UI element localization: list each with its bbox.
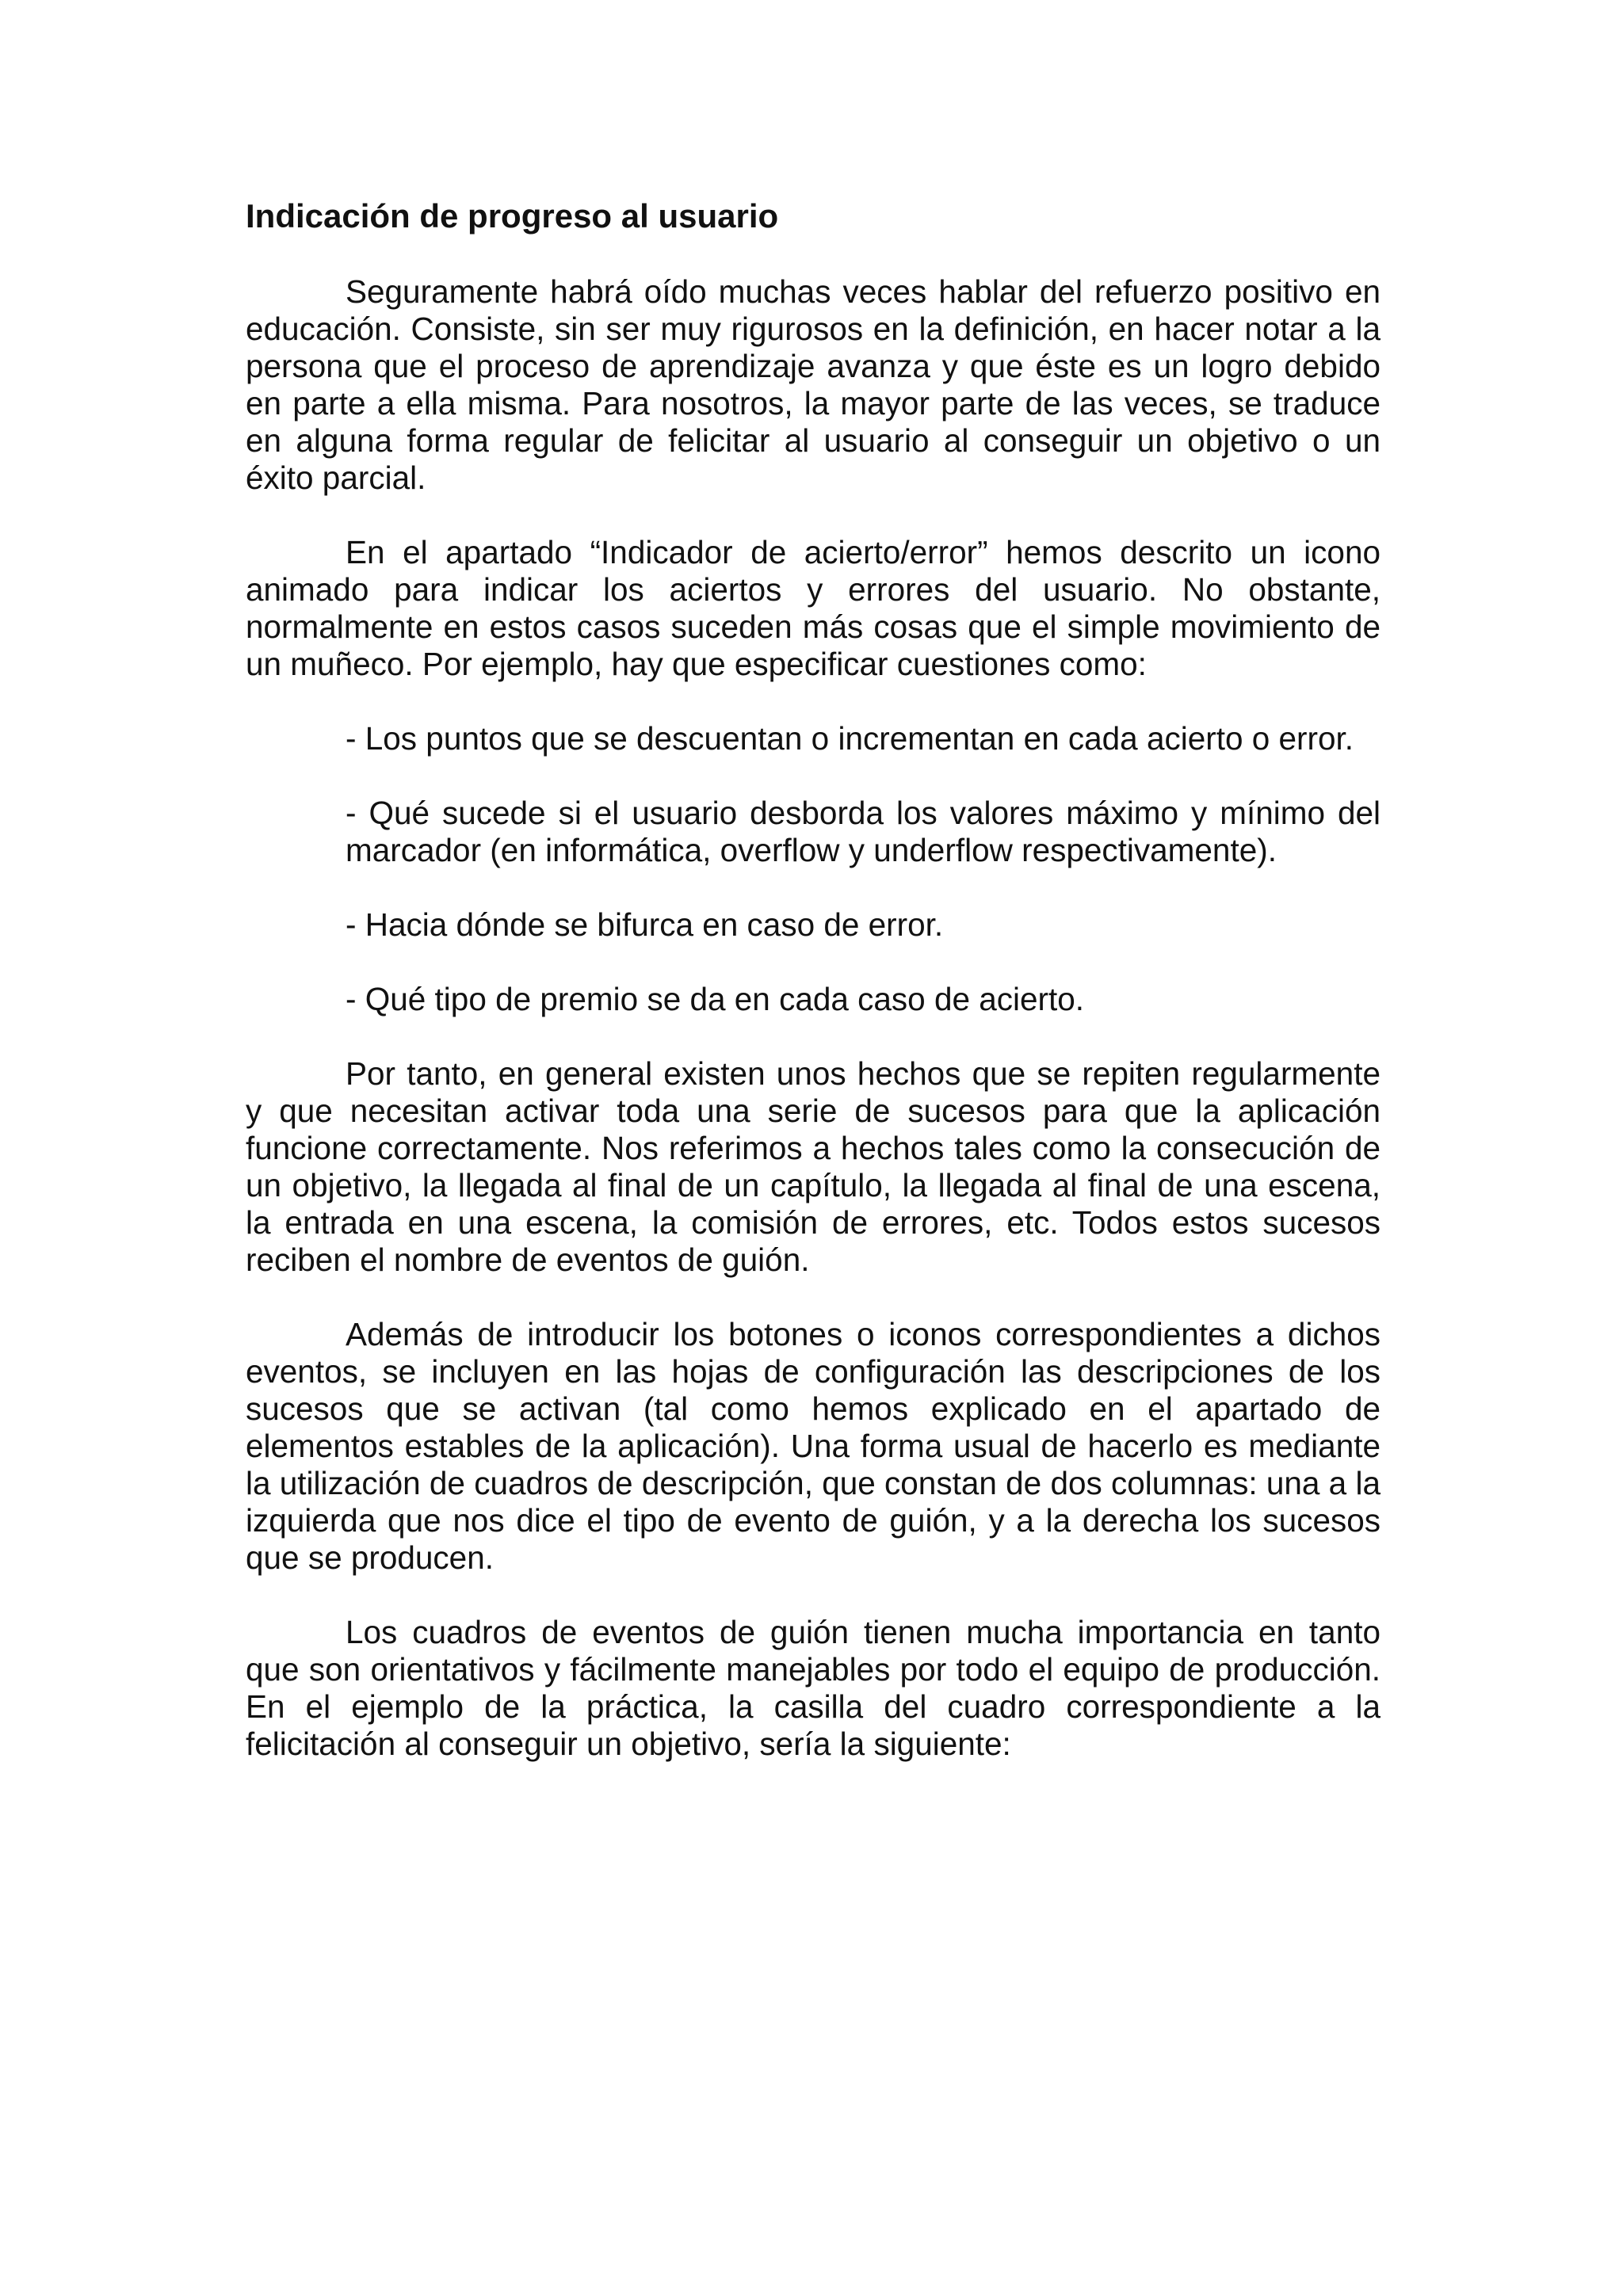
paragraph: Seguramente habrá oído muchas veces hablar del refuerzo positivo en educación. Consiste, sin ser muy rigurosos en la definición, en hacer notar a la persona que el proceso de aprendizaje avanza y que éste es un logro debido en parte a ella misma. Para nosotros, la mayor parte de las veces, se traduce en alguna forma regular de felicitar al usuario al conseguir un objetivo o un éxito parcial. (246, 273, 1381, 496)
paragraph: En el apartado “Indicador de acierto/error” hemos descrito un icono animado para indicar los aciertos y errores del usuario. No obstante, normalmente en estos casos suceden más cosas que el simple movimiento de un muñeco. Por ejemplo, hay que especificar cuestiones como: (246, 534, 1381, 682)
document-page (246, 0, 1381, 2296)
list-item: - Hacia dónde se bifurca en caso de error. (346, 906, 944, 943)
paragraph: Los cuadros de eventos de guión tienen mucha importancia en tanto que son orientativos y fácilmente manejables por todo el equipo de producción. En el ejemplo de la práctica, la casilla del cuadro correspondiente a la felicitación al conseguir un objetivo, sería la siguiente: (246, 1614, 1381, 1762)
section-heading: Indicación de progreso al usuario (246, 197, 779, 235)
paragraph: Por tanto, en general existen unos hechos que se repiten regularmente y que necesitan activar toda una serie de sucesos para que la aplicación funcione correctamente. Nos referimos a hechos tales como la consecución de un objetivo, la llegada al final de un capítulo, la llegada al final de una escena, la entrada en una escena, la comisión de errores, etc. Todos estos sucesos reciben el nombre de eventos de guión. (246, 1055, 1381, 1278)
list-item: - Qué tipo de premio se da en cada caso de acierto. (346, 981, 1085, 1017)
list-item: - Qué sucede si el usuario desborda los valores máximo y mínimo del marcador (en informática, overflow y underflow respectivamente). (346, 795, 1381, 868)
list-item: - Los puntos que se descuentan o incrementan en cada acierto o error. (346, 720, 1354, 757)
document-body (246, 273, 1381, 1763)
paragraph: Además de introducir los botones o iconos correspondientes a dichos eventos, se incluyen en las hojas de configuración las descripciones de los sucesos que se activan (tal como hemos explicado en el apartado de elementos estables de la aplicación). Una forma usual de hacerlo es mediante la utilización de cuadros de descripción, que constan de dos columnas: una a la izquierda que nos dice el tipo de evento de guión, y a la derecha los sucesos que se producen. (246, 1316, 1381, 1576)
